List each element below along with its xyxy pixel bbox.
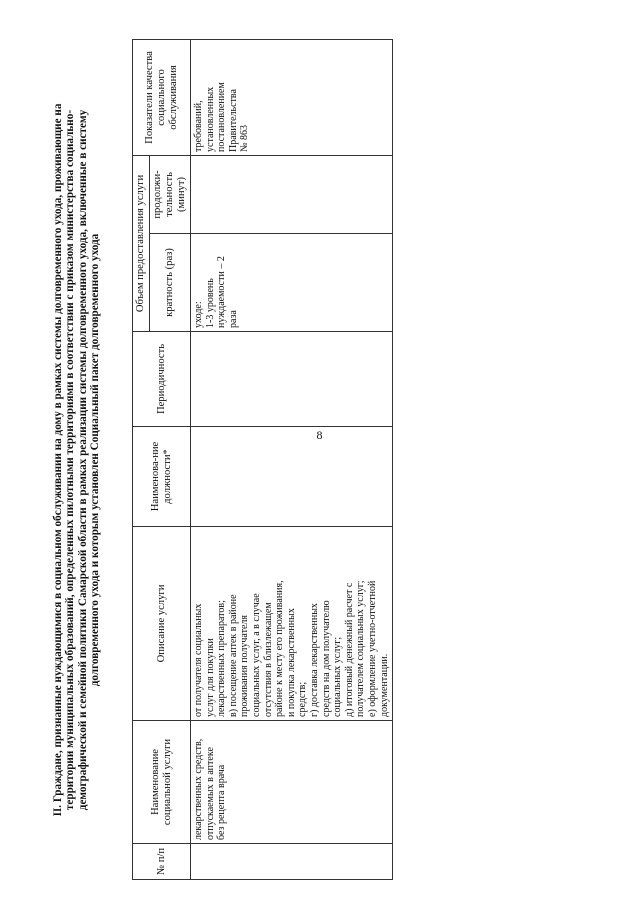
cell-line: без рецепта врача	[216, 764, 228, 840]
heading-line: территории муниципальных образований, определенных пилотными территориями в соответствии с приказом министерства социально-	[64, 109, 77, 811]
cell-line: получателем социальных услуг;	[355, 580, 367, 717]
cell-number	[191, 844, 393, 880]
cell-line: проживания получателя	[239, 614, 251, 717]
cell-line: раза	[227, 310, 239, 328]
cell-line: уходе:	[193, 301, 204, 328]
header-position: Наименова-ние должности*	[133, 427, 191, 527]
cell-line: г) доставка лекарственных	[308, 603, 320, 717]
cell-line: нуждаемости – 2	[216, 256, 228, 328]
cell-line: Правительства	[227, 89, 239, 152]
header-frequency: кратность (раз)	[150, 234, 191, 332]
header-service-name: Наименование социальной услуги	[133, 721, 191, 844]
header-quality: Показатели качества социального обслуживания	[133, 39, 191, 155]
cell-service-name	[191, 721, 393, 844]
cell-line: установленных	[204, 86, 216, 152]
heading-line: демографической и семейной политики Самарской области в рамках реализации системы долговременного ухода, включенные в систему	[76, 109, 89, 811]
cell-quality	[191, 39, 393, 155]
cell-periodicity	[191, 332, 393, 427]
services-table	[132, 39, 393, 880]
cell-position	[191, 427, 393, 527]
cell-line: отсутствия в близлежащем	[262, 602, 274, 717]
table-row	[191, 39, 393, 879]
cell-line: отпускаемых в аптеке	[204, 747, 216, 840]
cell-line: в) посещение аптек в районе	[227, 594, 239, 717]
cell-line: д) итоговый денежный расчет с	[343, 582, 355, 717]
cell-line: 1-3 уровень	[204, 278, 216, 328]
cell-line: документации.	[378, 653, 390, 717]
cell-line: № 863	[239, 124, 251, 152]
heading-line: II. Граждане, признанные нуждающимися в социальном обслуживании на дому в рамках системы долговременного ухода, проживающие на	[52, 103, 64, 817]
rotated-page-content	[40, 40, 590, 880]
cell-line: е) оформление учетно-отчетной	[366, 580, 378, 717]
cell-line: лекарственных препаратов;	[216, 600, 228, 717]
cell-line: социальных услуг;	[332, 636, 344, 717]
header-number: № п/п	[133, 844, 191, 880]
header-periodicity: Периодичность	[133, 332, 191, 427]
cell-line: от получателя социальных	[193, 603, 204, 717]
header-description: Описание услуги	[133, 527, 191, 721]
header-duration: продолжи-тельность (минут)	[150, 155, 191, 233]
cell-frequency	[191, 234, 393, 332]
cell-line: требований,	[193, 100, 204, 152]
cell-line: районе к месту его проживания,	[274, 580, 286, 717]
cell-duration	[191, 155, 393, 233]
section-heading	[52, 40, 102, 880]
heading-line: долговременного ухода и которым установлен Социальный пакет долговременного ухода	[89, 233, 102, 687]
cell-line: лекарственных средств,	[193, 738, 204, 840]
cell-line: социальных услуг, а в случае	[250, 593, 262, 717]
cell-description	[191, 527, 393, 721]
header-volume: Объем предоставления услуги	[133, 155, 150, 331]
cell-line: средств на дом получателю	[320, 600, 332, 717]
cell-line: услуг для покупки	[204, 638, 216, 717]
cell-line: и покупка лекарственных	[285, 608, 297, 717]
cell-line: средств;	[297, 681, 309, 717]
cell-line: постановлением	[216, 82, 228, 152]
page-number: 8	[316, 428, 323, 442]
